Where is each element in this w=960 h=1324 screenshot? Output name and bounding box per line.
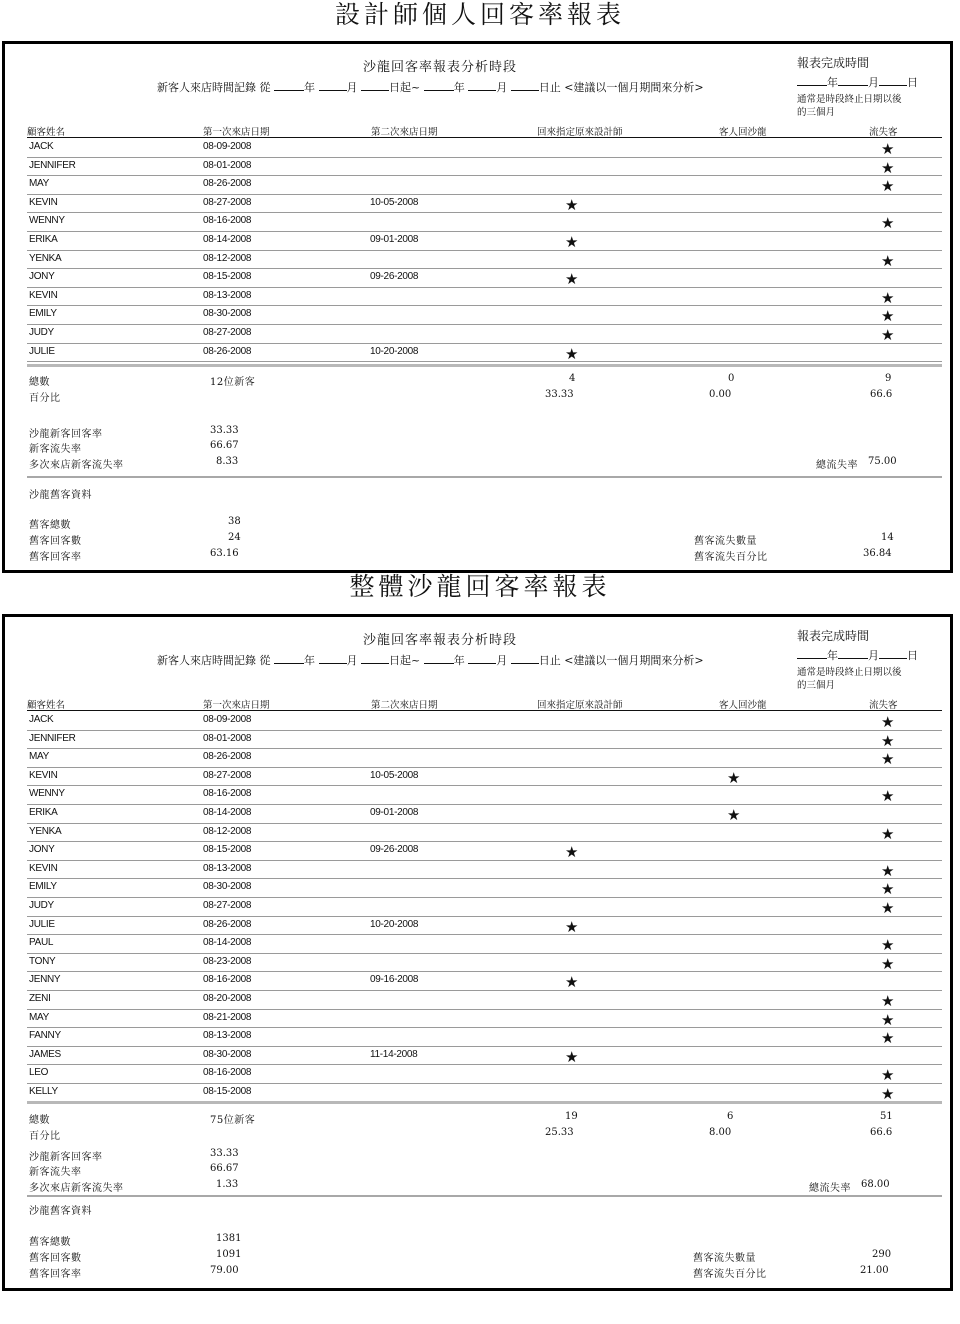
first-visit-date: 08-16-2008 [203, 974, 252, 986]
new-loss-rate: 66.67 [210, 1163, 239, 1174]
table-row [27, 805, 942, 824]
first-visit-date: 08-30-2008 [203, 308, 252, 320]
header-return-designer: 回來指定原來設計師 [537, 127, 623, 138]
total-return-designer: 19 [565, 1111, 578, 1122]
header-second-visit: 第二次來店日期 [371, 700, 438, 711]
header-customer-name: 顧客姓名 [27, 127, 66, 138]
lost-customer-mark: ★ [881, 750, 895, 769]
new-return-rate-label: 沙龍新客回客率 [29, 1152, 103, 1163]
blank-field [319, 81, 347, 91]
table-row [27, 213, 942, 232]
second-visit-date: 09-26-2008 [370, 844, 419, 856]
first-visit-date: 08-15-2008 [203, 844, 252, 856]
table-row [27, 251, 942, 270]
unit-label: 日起~ [389, 81, 421, 94]
lost-customer-mark: ★ [881, 861, 895, 880]
unit-label: 年 [453, 81, 465, 94]
analysis-period-title: 沙龍回客率報表分析時段 [363, 60, 518, 75]
unit-label: 年 [453, 654, 465, 667]
customer-name: WENNY [29, 215, 65, 227]
old-lost-count: 14 [881, 532, 894, 543]
customer-name: JACK [29, 714, 54, 725]
table-row [27, 1084, 942, 1103]
lost-customer-mark: ★ [881, 731, 895, 750]
first-visit-date: 08-12-2008 [203, 825, 252, 837]
first-visit-date: 08-13-2008 [203, 289, 252, 301]
old-lost-percent: 21.00 [860, 1265, 889, 1276]
unit-label: 月 [496, 654, 508, 667]
first-visit-date: 08-15-2008 [203, 1086, 252, 1097]
customer-name: EMILY [29, 881, 57, 893]
second-visit-date: 09-16-2008 [370, 974, 419, 986]
unit-label: 月 [346, 81, 358, 94]
customer-name: JENNIFER [29, 159, 76, 171]
multi-visit-loss-rate: 8.33 [216, 456, 239, 467]
table-row [27, 269, 942, 288]
old-lost-percent-label: 舊客流失百分比 [694, 552, 768, 563]
table-row [27, 1065, 942, 1084]
second-visit-date: 11-14-2008 [370, 1048, 418, 1060]
unit-label: 年 [304, 81, 315, 94]
table-row [27, 824, 942, 843]
total-return-salon: 0 [728, 373, 735, 384]
blank-field [797, 76, 827, 86]
table-row [27, 749, 942, 768]
unit-label: 月 [868, 76, 879, 89]
table-row [27, 972, 942, 991]
multi-visit-loss-rate: 1.33 [216, 1179, 239, 1190]
unit-label: 日止 [538, 654, 561, 667]
customer-name: YENKA [29, 825, 62, 837]
first-visit-date: 08-16-2008 [203, 788, 252, 800]
blank-field [424, 81, 454, 91]
old-return: 24 [228, 532, 241, 543]
record-note: <建議以一個月期間來分析> [564, 654, 704, 667]
unit-label: 年 [827, 649, 838, 662]
table-row [27, 991, 942, 1010]
blank-field [468, 81, 496, 91]
first-visit-date: 08-27-2008 [203, 769, 252, 781]
return-salon-mark: ★ [727, 768, 741, 787]
completion-block [797, 629, 918, 692]
customer-name: KELLY [29, 1086, 58, 1097]
first-visit-date: 08-01-2008 [203, 159, 252, 171]
unit-label: 日起~ [389, 654, 421, 667]
table-row [27, 325, 942, 344]
table-row [27, 1047, 942, 1066]
customer-name: WENNY [29, 788, 65, 800]
second-visit-date: 10-05-2008 [370, 769, 419, 781]
old-return-rate-label: 舊客回客率 [29, 1269, 82, 1280]
customer-name: JACK [29, 141, 54, 152]
old-return-rate-label: 舊客回客率 [29, 552, 82, 563]
total-lost: 9 [885, 373, 892, 384]
table-row [27, 158, 942, 177]
customer-name: ERIKA [29, 234, 58, 245]
first-visit-date: 08-09-2008 [203, 141, 252, 152]
blank-field [274, 654, 304, 664]
first-visit-date: 08-16-2008 [203, 1067, 252, 1079]
blank-field [361, 81, 389, 91]
report-title: 整體沙龍回客率報表 [349, 572, 611, 601]
total-label: 總數 [29, 377, 50, 388]
total-lost: 51 [880, 1111, 893, 1122]
percent-return-salon: 8.00 [709, 1127, 732, 1138]
return-designer-mark: ★ [565, 1047, 579, 1066]
completion-note: 通常是時段終止日期以後的三個月 [797, 667, 902, 691]
old-total-label: 舊客總數 [29, 520, 71, 531]
percent-label: 百分比 [29, 393, 61, 404]
old-customer-section-label: 沙龍舊客資料 [29, 1206, 92, 1217]
customer-name: JUDY [29, 327, 54, 338]
header-return-salon: 客人回沙龍 [719, 127, 767, 138]
section-rule [27, 476, 942, 478]
total-new-customers: 12位新客 [210, 377, 256, 388]
table-row [27, 232, 942, 251]
second-visit-date: 09-26-2008 [370, 271, 419, 283]
customer-name: ZENI [29, 993, 51, 1004]
old-lost-count-label: 舊客流失數量 [693, 1253, 756, 1264]
first-visit-date: 08-26-2008 [203, 345, 252, 357]
unit-label: 日 [907, 76, 918, 89]
lost-customer-mark: ★ [881, 1010, 895, 1029]
customer-name: JULIE [29, 345, 55, 357]
customer-name: KEVIN [29, 196, 58, 208]
record-period-line [157, 652, 704, 668]
total-new-customers: 75位新客 [210, 1115, 256, 1126]
new-loss-rate-label: 新客流失率 [29, 1167, 82, 1178]
section-rule [27, 1195, 942, 1197]
customer-name: FANNY [29, 1030, 61, 1042]
customer-name: KEVIN [29, 289, 58, 301]
second-visit-date: 10-20-2008 [370, 345, 419, 357]
completion-note: 通常是時段終止日期以後的三個月 [797, 94, 902, 118]
customer-name: JULIE [29, 918, 55, 930]
multi-visit-loss-label: 多次來店新客流失率 [29, 460, 124, 471]
lost-customer-mark: ★ [881, 880, 895, 899]
first-visit-date: 08-27-2008 [203, 196, 252, 208]
new-return-rate: 33.33 [210, 1148, 239, 1159]
blank-field [511, 654, 539, 664]
overall-loss-label: 總流失率 [816, 460, 858, 471]
table-row [27, 306, 942, 325]
first-visit-date: 08-30-2008 [203, 1048, 252, 1060]
lost-customer-mark: ★ [881, 177, 895, 196]
blank-field [274, 81, 304, 91]
header-first-visit: 第一次來店日期 [203, 127, 270, 138]
customer-name: KEVIN [29, 862, 58, 874]
blank-field [838, 649, 868, 659]
total-return-designer: 4 [569, 373, 576, 384]
overall-loss-rate: 68.00 [861, 1179, 890, 1190]
old-return-label: 舊客回客數 [29, 536, 82, 547]
completion-block [797, 56, 918, 119]
old-total: 1381 [216, 1233, 242, 1244]
table-row [27, 1028, 942, 1047]
table-row [27, 1010, 942, 1029]
header-first-visit: 第一次來店日期 [203, 700, 270, 711]
report-title: 設計師個人回客率報表 [334, 0, 625, 29]
new-loss-rate: 66.67 [210, 440, 239, 451]
old-lost-count: 290 [872, 1249, 892, 1260]
customer-name: MAY [29, 1011, 50, 1023]
customer-name: TONY [29, 955, 56, 967]
unit-label: 月 [496, 81, 508, 94]
first-visit-date: 08-23-2008 [203, 955, 252, 967]
unit-label: 月 [868, 649, 879, 662]
new-return-rate: 33.33 [210, 425, 239, 436]
header-return-designer: 回來指定原來設計師 [537, 700, 623, 711]
return-salon-mark: ★ [727, 806, 741, 824]
table-row [27, 176, 942, 195]
first-visit-date: 08-14-2008 [203, 234, 252, 245]
header-lost-customer: 流失客 [869, 127, 898, 138]
first-visit-date: 08-13-2008 [203, 862, 252, 874]
unit-label: 年 [827, 76, 838, 89]
header-customer-name: 顧客姓名 [27, 700, 66, 711]
table-row [27, 917, 942, 936]
return-designer-mark: ★ [565, 917, 579, 936]
return-designer-mark: ★ [565, 344, 579, 363]
report-panel [2, 41, 953, 573]
first-visit-date: 08-26-2008 [203, 178, 252, 190]
customer-name: JAMES [29, 1048, 61, 1060]
report-panel [2, 614, 953, 1291]
customer-name: JUDY [29, 900, 54, 911]
unit-label: 年 [304, 654, 315, 667]
table-bottom-rule [27, 1101, 942, 1104]
lost-customer-mark: ★ [881, 992, 895, 1010]
table-row [27, 861, 942, 880]
table-row [27, 139, 942, 158]
first-visit-date: 08-26-2008 [203, 751, 252, 763]
customer-name: MAY [29, 751, 50, 763]
header-rule [27, 710, 942, 711]
lost-customer-mark: ★ [881, 288, 895, 307]
lost-customer-mark: ★ [881, 214, 895, 233]
table-row [27, 195, 942, 214]
blank-field [319, 654, 347, 664]
lost-customer-mark: ★ [881, 140, 895, 158]
header-second-visit: 第二次來店日期 [371, 127, 438, 138]
new-loss-rate-label: 新客流失率 [29, 444, 82, 455]
customer-name: JENNY [29, 974, 61, 986]
header-rule [27, 137, 942, 138]
table-row [27, 954, 942, 973]
blank-field [879, 649, 907, 659]
lost-customer-mark: ★ [881, 1066, 895, 1085]
second-visit-date: 10-05-2008 [370, 196, 419, 208]
table-row [27, 344, 942, 363]
completion-title: 報表完成時間 [797, 56, 870, 70]
customer-name: JENNIFER [29, 732, 76, 744]
multi-visit-loss-label: 多次來店新客流失率 [29, 1183, 124, 1194]
table-row [27, 842, 942, 861]
header-return-salon: 客人回沙龍 [719, 700, 767, 711]
old-lost-count-label: 舊客流失數量 [694, 536, 757, 547]
lost-customer-mark: ★ [881, 954, 895, 973]
old-customer-section-label: 沙龍舊客資料 [29, 490, 92, 501]
percent-return-designer: 33.33 [545, 389, 574, 400]
table-bottom-rule [27, 364, 942, 367]
customer-name: EMILY [29, 308, 57, 320]
return-designer-mark: ★ [565, 270, 579, 289]
first-visit-date: 08-26-2008 [203, 918, 252, 930]
old-return-label: 舊客回客數 [29, 1253, 82, 1264]
return-designer-mark: ★ [565, 233, 579, 251]
table-row [27, 288, 942, 307]
old-lost-percent: 36.84 [863, 548, 892, 559]
percent-return-salon: 0.00 [709, 389, 732, 400]
first-visit-date: 08-30-2008 [203, 881, 252, 893]
second-visit-date: 10-20-2008 [370, 918, 419, 930]
blank-field [879, 76, 907, 86]
total-label: 總數 [29, 1115, 50, 1126]
return-designer-mark: ★ [565, 195, 579, 214]
old-total-label: 舊客總數 [29, 1237, 71, 1248]
blank-field [838, 76, 868, 86]
lost-customer-mark: ★ [881, 251, 895, 270]
return-designer-mark: ★ [565, 843, 579, 862]
table-row [27, 768, 942, 787]
first-visit-date: 08-14-2008 [203, 807, 252, 818]
unit-label: 月 [346, 654, 358, 667]
customer-name: JONY [29, 844, 55, 856]
first-visit-date: 08-16-2008 [203, 215, 252, 227]
blank-field [468, 654, 496, 664]
completion-title: 報表完成時間 [797, 629, 870, 643]
table-row [27, 898, 942, 917]
lost-customer-mark: ★ [881, 1085, 895, 1103]
lost-customer-mark: ★ [881, 936, 895, 955]
customer-name: LEO [29, 1067, 49, 1079]
lost-customer-mark: ★ [881, 787, 895, 806]
lost-customer-mark: ★ [881, 307, 895, 326]
lost-customer-mark: ★ [881, 158, 895, 177]
first-visit-date: 08-15-2008 [203, 271, 252, 283]
unit-label: 日 [907, 649, 918, 662]
lost-customer-mark: ★ [881, 899, 895, 917]
customer-name: ERIKA [29, 807, 58, 818]
analysis-period-title: 沙龍回客率報表分析時段 [363, 633, 518, 648]
table-row [27, 786, 942, 805]
customer-name: PAUL [29, 937, 54, 949]
table-row [27, 935, 942, 954]
unit-label: 日止 [538, 81, 561, 94]
customer-name: JONY [29, 271, 55, 283]
first-visit-date: 08-27-2008 [203, 900, 252, 911]
table-row [27, 731, 942, 750]
lost-customer-mark: ★ [881, 326, 895, 344]
first-visit-date: 08-12-2008 [203, 252, 252, 264]
overall-loss-rate: 75.00 [868, 456, 897, 467]
table-row [27, 879, 942, 898]
header-lost-customer: 流失客 [869, 700, 898, 711]
percent-return-designer: 25.33 [545, 1127, 574, 1138]
record-period-line [157, 79, 704, 95]
old-return-rate: 79.00 [210, 1265, 239, 1276]
old-return-rate: 63.16 [210, 548, 239, 559]
percent-label: 百分比 [29, 1131, 61, 1142]
customer-name: KEVIN [29, 769, 58, 781]
blank-field [424, 654, 454, 664]
blank-field [511, 81, 539, 91]
total-return-salon: 6 [727, 1111, 734, 1122]
record-note: <建議以一個月期間來分析> [564, 81, 704, 94]
percent-lost: 66.6 [870, 389, 893, 400]
blank-field [361, 654, 389, 664]
old-total: 38 [228, 516, 241, 527]
completion-date-line [797, 76, 918, 90]
lost-customer-mark: ★ [881, 824, 895, 843]
table-row [27, 712, 942, 731]
record-prefix: 新客人來店時間記錄 從 [157, 654, 271, 667]
lost-customer-mark: ★ [881, 1029, 895, 1048]
first-visit-date: 08-01-2008 [203, 732, 252, 744]
customer-name: YENKA [29, 252, 62, 264]
return-designer-mark: ★ [565, 973, 579, 992]
completion-date-line [797, 649, 918, 663]
first-visit-date: 08-20-2008 [203, 993, 252, 1004]
old-return: 1091 [216, 1249, 242, 1260]
old-lost-percent-label: 舊客流失百分比 [693, 1269, 767, 1280]
customer-name: MAY [29, 178, 50, 190]
first-visit-date: 08-13-2008 [203, 1030, 252, 1042]
first-visit-date: 08-14-2008 [203, 937, 252, 949]
percent-lost: 66.6 [870, 1127, 893, 1138]
second-visit-date: 09-01-2008 [370, 807, 419, 818]
overall-loss-label: 總流失率 [809, 1183, 851, 1194]
second-visit-date: 09-01-2008 [370, 234, 419, 245]
first-visit-date: 08-09-2008 [203, 714, 252, 725]
first-visit-date: 08-21-2008 [203, 1011, 252, 1023]
lost-customer-mark: ★ [881, 713, 895, 731]
new-return-rate-label: 沙龍新客回客率 [29, 429, 103, 440]
record-prefix: 新客人來店時間記錄 從 [157, 81, 271, 94]
blank-field [797, 649, 827, 659]
first-visit-date: 08-27-2008 [203, 327, 252, 338]
